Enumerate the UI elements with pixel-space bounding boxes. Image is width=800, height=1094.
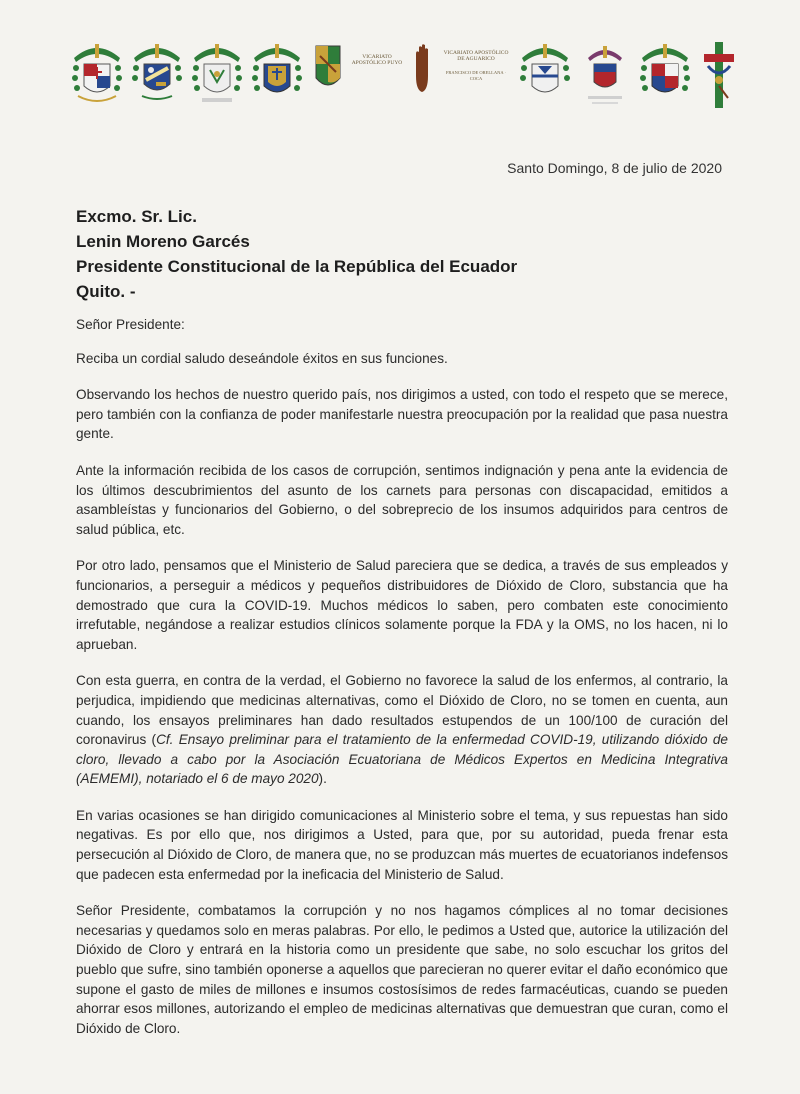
hand-emblem [410,36,436,114]
paragraph-closing: Señor Presidente, combatamos la corrupción y no nos hagamos cómplices al no tomar decisiones necesarias y quedamos solo en meras palabras. Por ello, le pedimos a Usted que, autorice la utilización del Dióxido de Cloro y entrará en la historia como un presidente que sabe, no solo escuchar los gritos del pueblo que sufre, sino también oponerse a aquellos que parecieran no querer evitar el daño económico que supone el gasto de miles de millones e insumos costosísimos de redes farmacéuticas, cuando se pueden ahorrar esos millones, autorizando el empleo de medicinas alternativas que demuestran que curan, como el Dióxido de Cloro. [76,903,728,1036]
diocese-crest-5 [518,36,572,114]
addressee-title: Presidente Constitucional de la República del Ecuador [76,257,518,276]
paragraph-corruption: Ante la información recibida de los casos de corrupción, sentimos indignación y pena ante la evidencia de los últimos descubrimientos del asunto de los carnets para personas con discapacidad, emitidos a asambleístas y funcionarios del Gobierno, o del sobreprecio de los insumos adquiridos para centros de salud pública, etc. [76,462,728,537]
addressee-block [76,204,517,304]
aguarico-caption-block [440,36,512,82]
aguarico-subcaption: FRANCISCO DE ORELLANA · COCA [445,70,507,81]
addressee-honorific: Excmo. Sr. Lic. [76,207,197,226]
addressee-city: Quito. - [76,282,136,301]
letter-date: Santo Domingo, 8 de julio de 2020 [507,160,722,176]
diocese-crest-1 [70,36,124,114]
diocese-crest-6 [578,36,632,114]
paragraph-greeting: Reciba un cordial saludo deseándole éxitos en sus funciones. [76,350,448,366]
vicariato-aguarico-logo [410,36,512,114]
diocese-crest-3 [190,36,244,114]
paragraph-ministry: Por otro lado, pensamos que el Ministerio de Salud pareciera que se dedica, a través de sus empleados y funcionarios, a perseguir a médicos y pequeños distribuidores de Dióxido de Cloro, substancia que ha demostrado que cura la COVID-19. Muchos médicos lo saben, pero combaten este conocimiento irrefutable, negándose a realizar estudios clínicos solamente porque la FDA y la OMS, no los hacen, ni lo aprueban. [76,558,728,652]
vicariato-aguarico-caption: VICARIATO APOSTÓLICO DE AGUARICO [443,50,509,62]
vicariato-puyo-caption: VICARIATO APOSTÓLICO PUYO [351,54,403,66]
paragraph-trial-text: Con esta guerra, en contra de la verdad, el Gobierno no favorece la salud de los enfermos, al contrario, la perjudica, impidiendo que medicinas alternativas, como el Dióxido de Cloro, no se tomen en cuenta, aun cuando, los ensayos preliminares han dado resultados estupendos de un 100/100 de curación del coronavirus ( [76,673,728,748]
paragraph-request: En varias ocasiones se han dirigido comunicaciones al Ministerio sobre el tema, y sus repuestas han sido negativas. Es por ello que, nos dirigimos a Usted, para que, por su autoridad, pueda frenar esta persecución al Dióxido de Cloro, de manera que, no se produzcan más muertes de ecuatorianos indefensos que padecen esta enfermedad por la ineficacia del Ministerio de Salud. [76,807,728,882]
diocese-crest-7 [638,36,692,114]
diocese-crest-4 [250,36,304,114]
cross-logo [698,36,740,114]
puyo-emblem [310,36,346,114]
trial-citation: Cf. Ensayo preliminar para el tratamiento de la enfermedad COVID-19, utilizando dióxido de cloro, llevado a cabo por la Asociación Ecuatoriana de Médicos Expertos en Medicina Integrativa (AEMEMI), notariado el 6 de mayo 2020 [76,732,728,787]
episcopal-crest-row [70,36,740,116]
vicariato-puyo-logo [310,36,404,114]
paragraph-trial [76,671,728,789]
letter-body [76,315,728,1055]
paragraph-concern: Observando los hechos de nuestro querido país, nos dirigimos a usted, con todo el respeto que se merece, pero también con la confianza de poder manifestarle nuestra preocupación por la realidad que pasa nuestra gente. [76,387,728,442]
paragraph-trial-end: ). [318,771,327,787]
salutation: Señor Presidente: [76,317,185,332]
addressee-name: Lenin Moreno Garcés [76,232,250,251]
diocese-crest-2 [130,36,184,114]
